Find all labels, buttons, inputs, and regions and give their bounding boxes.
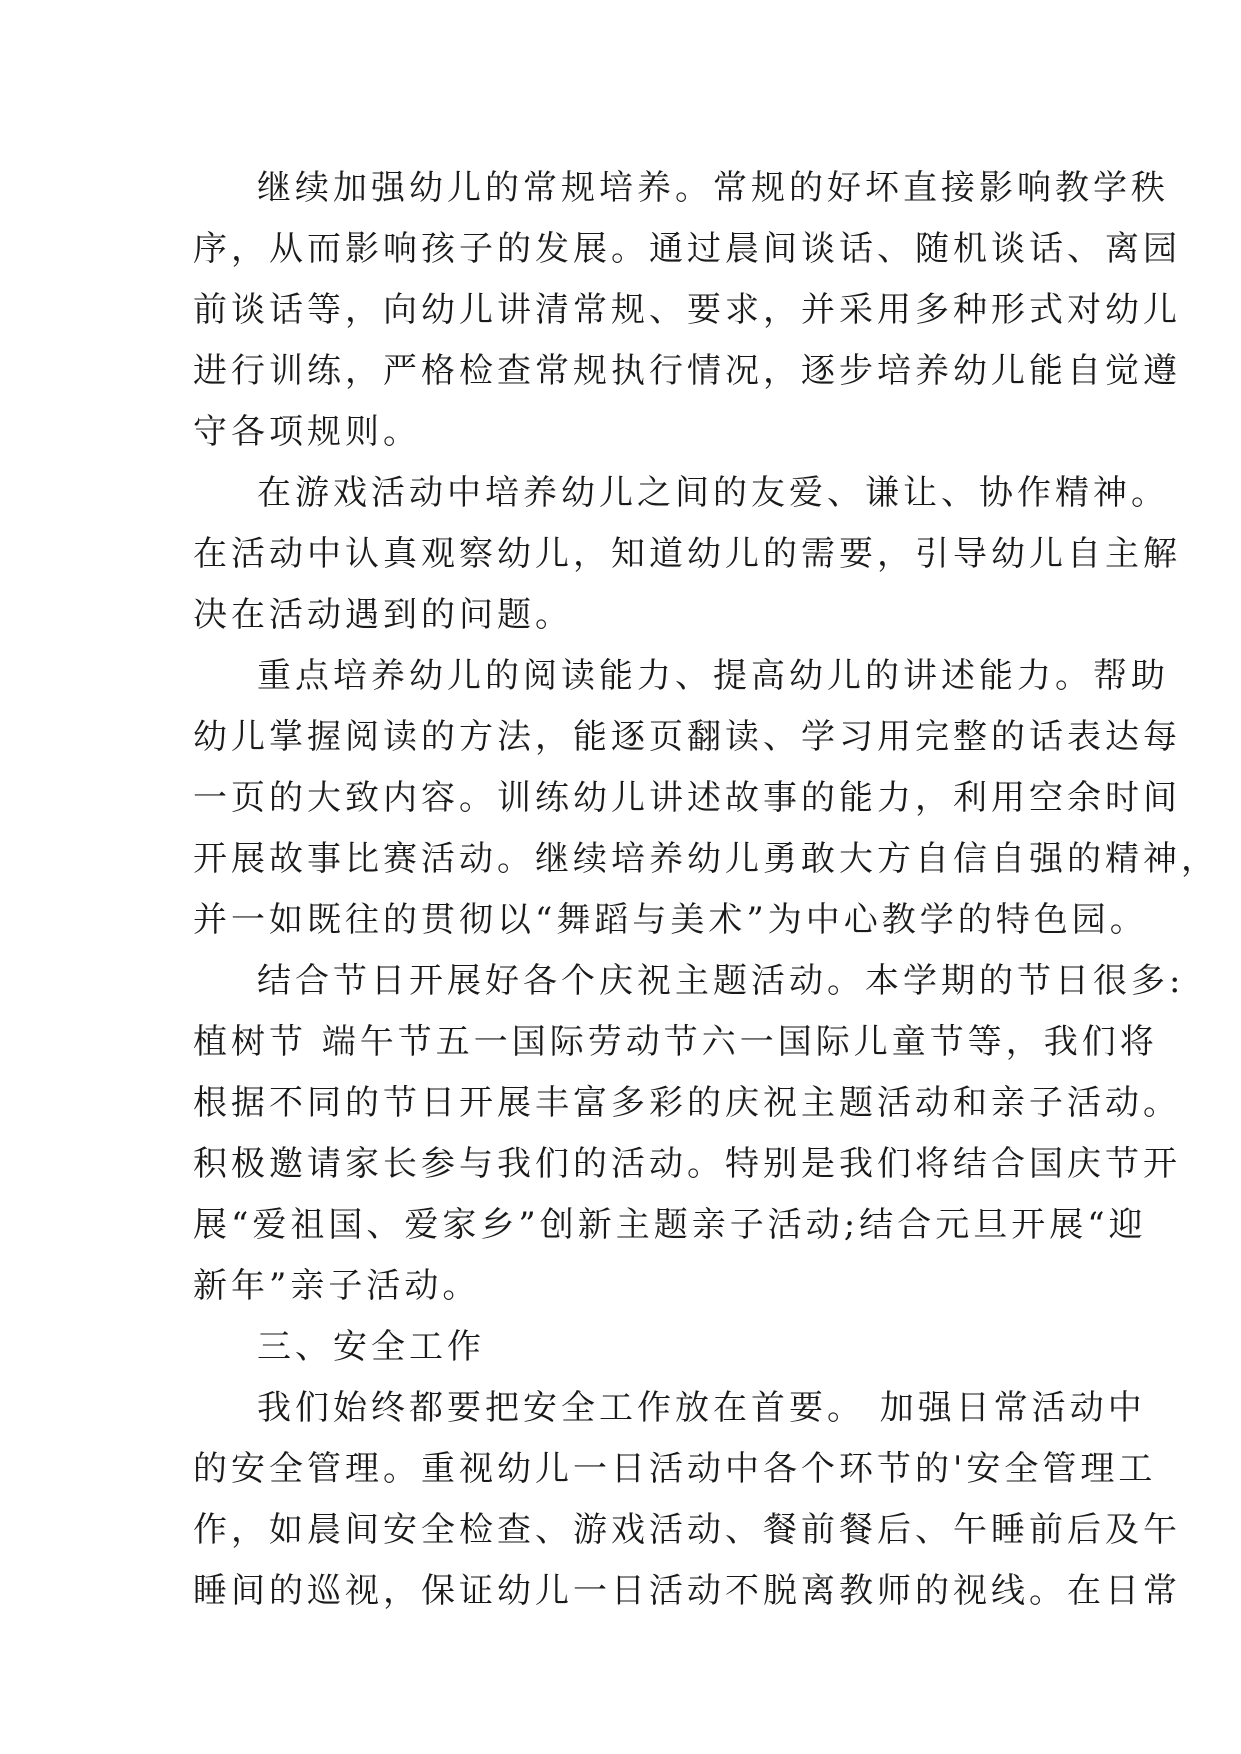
text-line: 并一如既往的贯彻以“舞蹈与美术”为中心教学的特色园。 — [193, 900, 1148, 940]
text-line: 我们始终都要把安全工作放在首要。 加强日常活动中 — [257, 1388, 1146, 1428]
text-line: 新年”亲子活动。 — [193, 1266, 481, 1306]
text-line: 开展故事比赛活动。继续培养幼儿勇敢大方自信自强的精神， — [193, 839, 1219, 879]
text-line: 幼儿掌握阅读的方法，能逐页翻读、学习用完整的话表达每 — [193, 717, 1181, 757]
text-line: 决在活动遇到的问题。 — [193, 595, 573, 635]
text-line: 前谈话等，向幼儿讲清常规、要求，并采用多种形式对幼儿 — [193, 290, 1181, 330]
text-line: 作，如晨间安全检查、游戏活动、餐前餐后、午睡前后及午 — [193, 1510, 1181, 1550]
text-line: 在活动中认真观察幼儿，知道幼儿的需要，引导幼儿自主解 — [193, 534, 1181, 574]
text-line: 守各项规则。 — [193, 412, 421, 452]
text-line: 序，从而影响孩子的发展。通过晨间谈话、随机谈话、离园 — [193, 229, 1181, 269]
document-body — [193, 158, 1219, 1622]
text-line: 睡间的巡视，保证幼儿一日活动不脱离教师的视线。在日常 — [193, 1571, 1181, 1611]
text-line: 根据不同的节日开展丰富多彩的庆祝主题活动和亲子活动。 — [193, 1083, 1181, 1123]
text-line: 一页的大致内容。训练幼儿讲述故事的能力，利用空余时间 — [193, 778, 1181, 818]
text-line: 继续加强幼儿的常规培养。常规的好坏直接影响教学秩 — [257, 168, 1169, 208]
text-line: 重点培养幼儿的阅读能力、提高幼儿的讲述能力。帮助 — [257, 656, 1169, 696]
text-line: 积极邀请家长参与我们的活动。特别是我们将结合国庆节开 — [193, 1144, 1181, 1184]
text-line: 植树节 端午节五一国际劳动节六一国际儿童节等，我们将 — [193, 1022, 1158, 1062]
text-line: 进行训练，严格检查常规执行情况，逐步培养幼儿能自觉遵 — [193, 351, 1181, 391]
section-heading: 三、安全工作 — [257, 1327, 485, 1367]
text-line: 的安全管理。重视幼儿一日活动中各个环节的'安全管理工 — [193, 1449, 1157, 1489]
text-line: 展“爱祖国、爱家乡”创新主题亲子活动;结合元旦开展“迎 — [193, 1205, 1147, 1245]
text-line: 在游戏活动中培养幼儿之间的友爱、谦让、协作精神。 — [257, 473, 1169, 513]
text-line: 结合节日开展好各个庆祝主题活动。本学期的节日很多: — [257, 961, 1185, 1001]
